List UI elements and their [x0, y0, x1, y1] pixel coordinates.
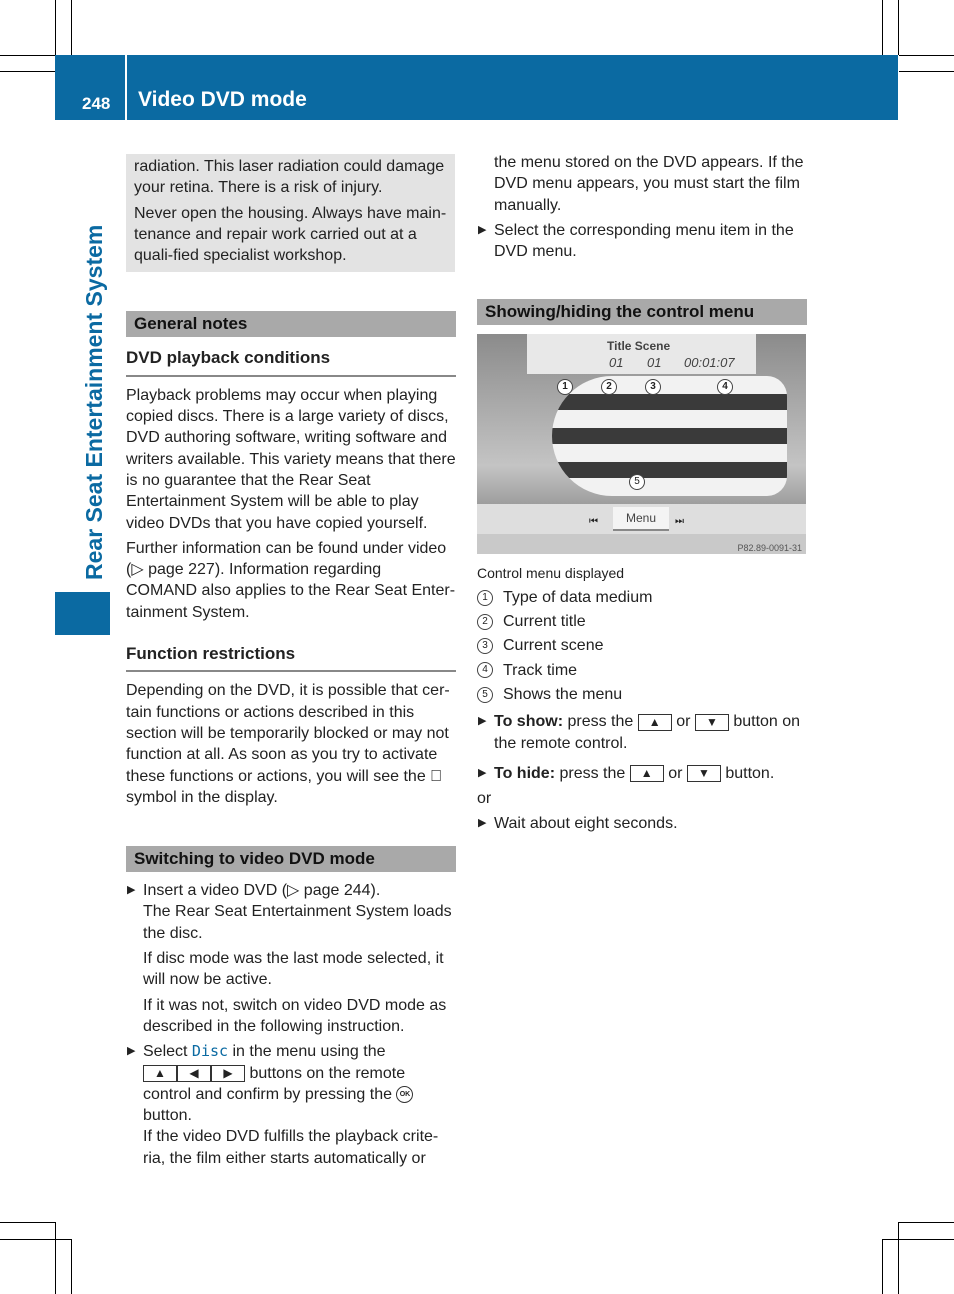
instruction-step	[126, 1041, 456, 1169]
paragraph	[126, 680, 456, 808]
up-button-icon: ▲	[143, 1065, 177, 1082]
arrow-icon: ▶	[478, 223, 487, 236]
legend-item	[477, 587, 807, 608]
legend-text: Current scene	[503, 637, 604, 655]
control-menu-screenshot	[477, 334, 806, 554]
crop-mark	[71, 0, 72, 55]
down-button-icon: ▼	[695, 714, 729, 731]
subheading: Function restrictions	[126, 643, 456, 672]
step-label: To hide:	[494, 764, 556, 782]
legend-number: 1	[477, 590, 493, 606]
screen-time: 00:01:07	[684, 355, 735, 371]
crop-mark	[0, 1239, 71, 1240]
crop-mark	[55, 1222, 56, 1294]
step-text: Select	[143, 1043, 188, 1061]
warning-text: radiation. This laser radiation could damage your retina. There is a risk of injury.	[134, 158, 445, 197]
legend-item	[477, 684, 807, 705]
step-text: press the	[559, 764, 626, 782]
step-text: Wait about eight seconds.	[494, 815, 678, 833]
step-text: buttons on the remote control and confirm by pressing the	[143, 1064, 406, 1103]
warning-text: Never open the housing. Always have main-tenance and repair work carried out at a quali-fied specialist workshop.	[134, 204, 447, 265]
crop-mark	[899, 71, 954, 72]
step-text: button.	[725, 764, 775, 782]
callout-5: 5	[629, 474, 645, 490]
arrow-icon: ▶	[478, 766, 487, 779]
legend-item	[477, 611, 807, 632]
instruction-step	[126, 880, 456, 1037]
crop-mark	[898, 1222, 954, 1223]
section-tab-label: Rear Seat Entertainment System	[81, 224, 107, 580]
legend-text: Track time	[503, 661, 578, 679]
callouts	[557, 379, 747, 395]
crop-mark	[882, 0, 883, 55]
paragraph: Further information can be found under video (▷ page 227). Information regarding COMAND also applies to the Rear Seat Enter-tainment System.	[126, 539, 456, 621]
crop-mark	[898, 0, 899, 55]
paragraph: Playback problems may occur when playing copied discs. There is a large variety of discs, DVD authoring software, writing software and writers available. This variety means that there is no guarantee that the Rear Seat Entertainment System will be able to play video DVDs that you have copied yourself.	[126, 386, 456, 532]
arrow-icon: ▶	[478, 817, 487, 830]
step-text: Insert a video DVD (▷ page 244).	[143, 882, 381, 900]
legend-list	[477, 587, 807, 705]
image-code: P82.89-0091-31	[737, 543, 802, 554]
callout-3: 3	[645, 379, 661, 395]
legend-text: Current title	[503, 613, 586, 631]
right-column	[477, 152, 807, 839]
crop-mark	[882, 1239, 883, 1294]
header-divider	[125, 55, 127, 120]
instruction-step	[477, 220, 807, 263]
arrow-icon: ▶	[127, 1045, 136, 1058]
screen-menu-button: Menu	[613, 507, 669, 531]
instruction-step	[477, 711, 807, 754]
or-text: or	[477, 790, 492, 808]
page-number: 248	[82, 94, 111, 113]
section-tab	[55, 592, 110, 635]
warning-box	[126, 154, 455, 272]
left-column	[126, 154, 456, 1173]
up-button-icon: ▲	[630, 765, 664, 782]
subheading: DVD playback conditions	[126, 347, 456, 376]
crop-mark	[55, 0, 56, 55]
step-text: If disc mode was the last mode selected, it will now be active.	[143, 950, 444, 989]
image-caption: Control menu displayed	[477, 565, 625, 582]
crop-mark	[898, 1222, 899, 1294]
callout-4: 4	[717, 379, 733, 395]
legend-text: Shows the menu	[503, 685, 623, 703]
callout-2: 2	[601, 379, 617, 395]
continued-text	[477, 152, 807, 216]
menu-item-disc: Disc	[191, 1042, 229, 1061]
next-icon: ⏭	[675, 516, 684, 528]
legend-item	[477, 660, 807, 681]
previous-icon: ⏮	[589, 516, 598, 528]
crop-mark	[899, 55, 954, 56]
section-heading: Switching to video DVD mode	[126, 846, 456, 872]
paragraph-text: Depending on the DVD, it is possible that cer-tain functions or actions described in this section will be temporarily blocked or may not function at all. As soon as you try to activate these functions or actions, you will see the	[126, 682, 450, 785]
step-text: or	[668, 764, 683, 782]
screen-scene: 01	[647, 355, 662, 371]
legend-number: 4	[477, 662, 493, 678]
step-text: button on the remote control.	[494, 713, 801, 752]
legend-number: 5	[477, 687, 493, 703]
step-text: Select the corresponding menu item in the DVD menu.	[494, 221, 794, 261]
legend-number: 3	[477, 638, 493, 654]
crop-mark	[0, 71, 55, 72]
ok-button-icon: OK	[396, 1086, 413, 1103]
step-text: The Rear Seat Entertainment System loads the disc.	[143, 903, 452, 942]
step-text: If it was not, switch on video DVD mode as described in the following instruction.	[143, 996, 447, 1035]
left-button-icon: ◀	[177, 1065, 211, 1082]
down-button-icon: ▼	[687, 765, 721, 782]
screen-header-text: Title Scene	[607, 339, 671, 354]
callout-1: 1	[557, 379, 573, 395]
step-text: the menu stored on the DVD appears. If the DVD menu appears, you must start the film manually.	[494, 154, 804, 214]
step-text: or	[676, 713, 691, 731]
right-button-icon: ▶	[211, 1065, 245, 1082]
legend-item	[477, 635, 807, 656]
legend-text: Type of data medium	[503, 588, 653, 606]
arrow-icon: ▶	[478, 715, 487, 728]
instruction-step	[477, 813, 807, 834]
arrow-icon: ▶	[127, 884, 136, 897]
crop-mark	[0, 1222, 55, 1223]
legend-number: 2	[477, 614, 493, 630]
crop-mark	[882, 1239, 954, 1240]
paragraph-text: symbol in the display.	[126, 788, 278, 806]
page-title: Video DVD mode	[138, 88, 307, 111]
step-text: in the menu using the	[232, 1043, 386, 1061]
crop-mark	[0, 55, 55, 56]
crop-mark	[71, 1239, 72, 1294]
step-text: If the video DVD fulfills the playback crite-ria, the film either starts automatically or	[143, 1128, 439, 1167]
section-heading: Showing/hiding the control menu	[477, 299, 807, 325]
screen-title: 01	[609, 355, 624, 371]
instruction-step	[477, 763, 807, 784]
step-text: press the	[567, 713, 634, 731]
up-button-icon: ▲	[638, 714, 672, 731]
step-text: button.	[143, 1107, 192, 1125]
step-label: To show:	[494, 713, 564, 731]
section-heading: General notes	[126, 311, 456, 337]
